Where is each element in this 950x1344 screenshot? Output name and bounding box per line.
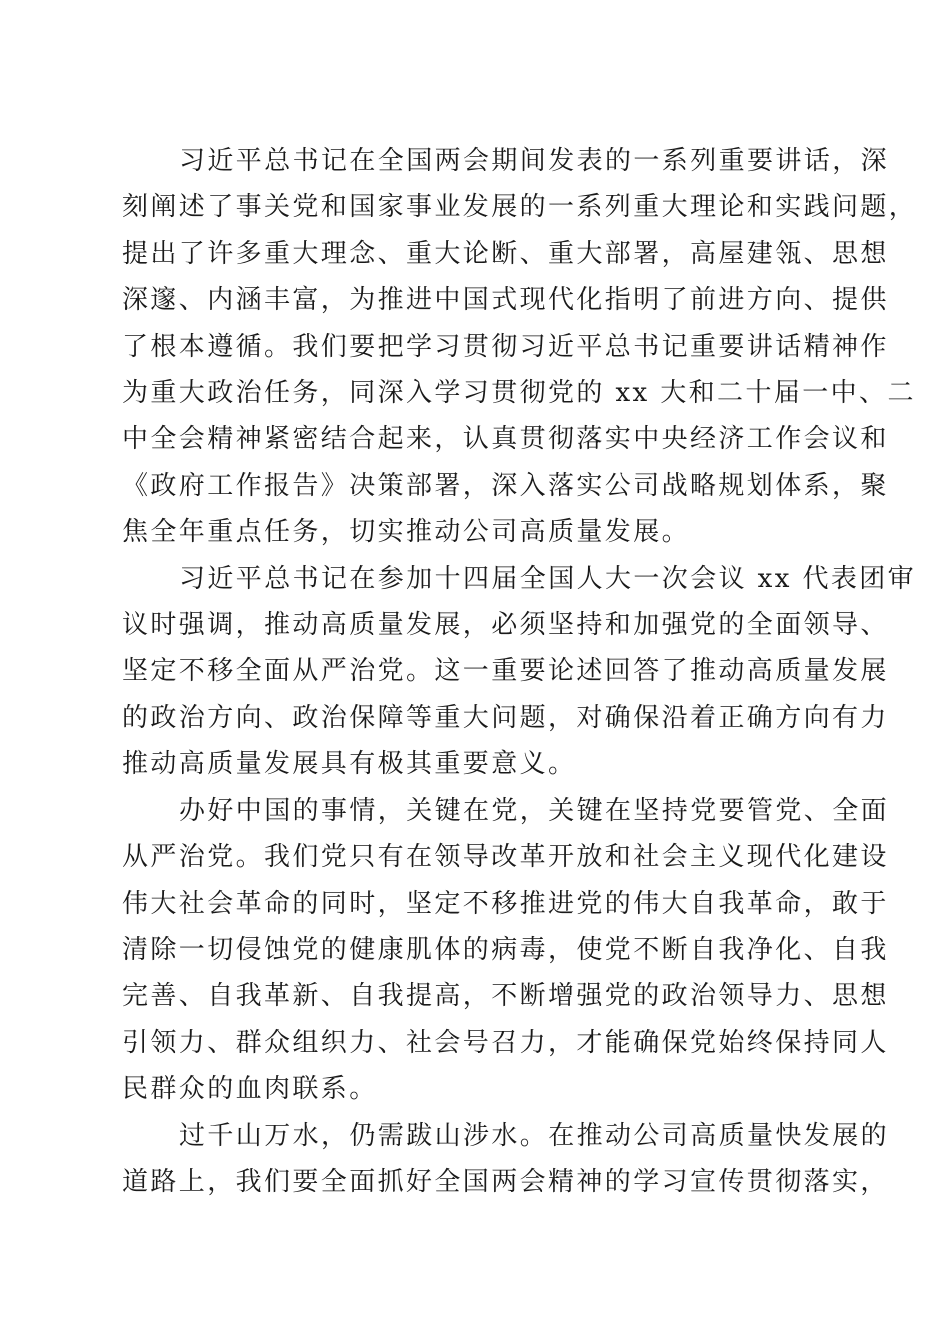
paragraph-1 (122, 138, 918, 556)
paragraph-2 (122, 556, 917, 788)
text-line: 的政治方向、政治保障等重大问题，对确保沿着正确方向有力 (122, 702, 889, 733)
text-line: 了根本遵循。我们要把学习贯彻习近平总书记重要讲话精神作 (122, 331, 889, 362)
text-line: 《政府工作报告》决策部署，深入落实公司战略规划体系，聚 (122, 470, 889, 501)
text-line: 深邃、内涵丰富，为推进中国式现代化指明了前进方向、提供 (122, 285, 889, 316)
text-line: 习近平总书记在全国两会期间发表的一系列重要讲话，深 (179, 146, 890, 176)
text-line: 为重大政治任务，同深入学习贯彻党的 xx 大和二十届一中、二 (122, 378, 916, 409)
text-line: 道路上，我们要全面抓好全国两会精神的学习宣传贯彻落实， (122, 1166, 889, 1197)
text-line: 办好中国的事情，关键在党，关键在坚持党要管党、全面 (179, 795, 890, 826)
text-line: 推动高质量发展具有极其重要意义。 (122, 749, 577, 780)
text-line: 清除一切侵蚀党的健康肌体的病毒，使党不断自我净化、自我 (122, 934, 889, 965)
paragraph-3 (122, 788, 890, 1113)
paragraph-4 (122, 1113, 890, 1206)
text-line: 议时强调，推动高质量发展，必须坚持和加强党的全面领导、 (122, 610, 889, 641)
text-line: 民群众的血肉联系。 (122, 1074, 378, 1105)
text-line: 中全会精神紧密结合起来，认真贯彻落实中央经济工作会议和 (122, 424, 889, 455)
document-body (122, 138, 918, 1205)
text-line: 完善、自我革新、自我提高，不断增强党的政治领导力、思想 (122, 981, 889, 1012)
text-line: 坚定不移全面从严治党。这一重要论述回答了推动高质量发展 (122, 656, 889, 687)
text-line: 提出了许多重大理念、重大论断、重大部署，高屋建瓴、思想 (122, 238, 889, 269)
text-line: 习近平总书记在参加十四届全国人大一次会议 xx 代表团审 (179, 563, 917, 594)
text-line: 刻阐述了事关党和国家事业发展的一系列重大理论和实践问题， (122, 192, 918, 223)
text-line: 从严治党。我们党只有在领导改革开放和社会主义现代化建设 (122, 842, 889, 873)
text-line: 引领力、群众组织力、社会号召力，才能确保党始终保持同人 (122, 1027, 889, 1058)
text-line: 焦全年重点任务，切实推动公司高质量发展。 (122, 517, 691, 548)
text-line: 伟大社会革命的同时，坚定不移推进党的伟大自我革命，敢于 (122, 888, 889, 919)
text-line: 过千山万水，仍需跋山涉水。在推动公司高质量快发展的 (179, 1120, 890, 1151)
